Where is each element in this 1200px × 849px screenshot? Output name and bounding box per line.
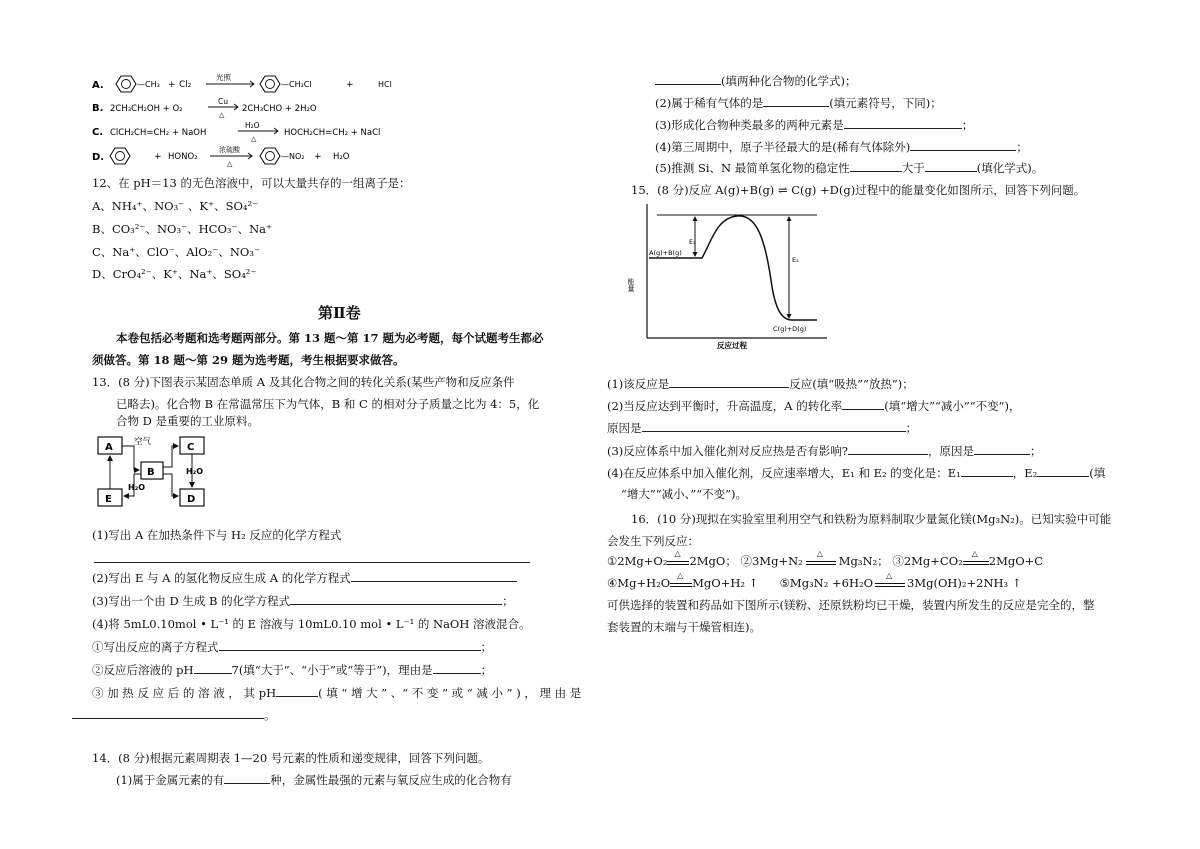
q14-part5-blank1[interactable] — [850, 160, 902, 172]
heat-equals-icon — [667, 549, 689, 565]
benzene-ring-icon — [260, 148, 280, 164]
option-11d — [88, 144, 428, 168]
q14-part5-text2: 大于 — [901, 161, 925, 175]
node-e-label: E — [105, 494, 112, 505]
punct: ； — [1016, 140, 1028, 154]
heat-symbol: △ — [251, 135, 257, 143]
punct: ； — [502, 594, 514, 608]
q12-stem: 12、在 pH＝13 的无色溶液中，可以大量共存的一组离子是： — [92, 176, 411, 190]
product: HCl — [378, 80, 392, 89]
q14-part2-text1: (2)属于稀有气体的是 — [655, 96, 764, 110]
reaction5-left: ⑤Mg₃N₂ +6H₂O — [779, 576, 874, 590]
q13-part4c-cont — [72, 707, 276, 723]
node-a-label: A — [105, 442, 113, 453]
reactants-label: A(g)+B(g) — [649, 249, 682, 257]
node-b-label: B — [147, 467, 155, 478]
q15-part2-text3: 原因是 — [607, 421, 642, 435]
q13-part4c-blank2[interactable] — [72, 707, 264, 719]
heat-symbol: △ — [219, 111, 225, 119]
option-11b — [88, 97, 428, 119]
q15-part1-text1: (1)该反应是 — [607, 377, 670, 391]
q14-part4-text1: (4)第三周期中，原子半径最大的是(稀有气体除外) — [655, 140, 911, 154]
q15-part3-blank2[interactable] — [974, 443, 1030, 455]
q12-option-b: B、CO₃²⁻、NO₃⁻、HCO₃⁻、Na⁺ — [92, 222, 273, 236]
reaction3-right: 2MgO+C — [988, 554, 1044, 568]
q15-part4-options: “增大”“减小、”“不变”)。 — [621, 487, 748, 501]
product: —CH₂Cl — [281, 80, 312, 89]
arrow-a-to-b — [122, 446, 139, 470]
q14-part1-text2: 种，金属性最强的元素与氧反应生成的化合物有 — [270, 773, 512, 787]
q13-part4a-blank[interactable] — [219, 639, 481, 651]
q14-stem: 14．(8 分)根据元素周期表 1—20 号元素的性质和递变规律，回答下列问题。 — [92, 751, 490, 765]
plus-sign: + — [346, 80, 354, 90]
q14-part4-blank[interactable] — [910, 139, 1016, 151]
product: H₂O — [333, 152, 350, 162]
e2-label: E₂ — [792, 256, 799, 264]
products: HOCH₂CH=CH₂ + NaCl — [284, 128, 381, 138]
punct: ； — [480, 663, 493, 677]
q14-part5-text1: (5)推测 Si、N 最简单氢化物的稳定性 — [655, 161, 850, 175]
q13-conversion-diagram — [94, 434, 224, 510]
label-water-1: H₂O — [186, 467, 203, 476]
q16-reactions-row1 — [607, 549, 1044, 569]
q15-part2-blank1[interactable] — [842, 398, 884, 410]
heat-symbol: △ — [886, 571, 893, 580]
methyl-group: —CH₃ — [137, 80, 160, 89]
q15-energy-diagram — [617, 200, 832, 350]
q14-part3-blank[interactable] — [844, 117, 962, 129]
q14-part1-blank[interactable] — [224, 772, 270, 784]
label-water-2: H₂O — [128, 483, 145, 492]
q13-part4a — [92, 639, 492, 655]
energy-curve — [649, 216, 817, 320]
q14-part5-blank2[interactable] — [925, 160, 977, 172]
q16-tail-line1: 可供选择的装置和药品如下图所示(镁粉、还原铁粉均已干燥，装置内所发生的反应是完全的，整 — [607, 598, 1095, 612]
q13-part3 — [92, 593, 514, 609]
q14-part5-text3: (填化学式)。 — [976, 161, 1044, 175]
q14-part3 — [655, 117, 973, 133]
q14-part2 — [655, 95, 942, 111]
reaction-d-svg — [88, 144, 428, 168]
energy-diagram-svg — [617, 200, 832, 350]
option-label: C. — [92, 127, 104, 138]
option-11c — [88, 121, 428, 143]
part2-title: 第Ⅱ卷 — [318, 304, 361, 322]
q13-part4c — [92, 685, 581, 701]
q16-stem-line1: 16．(10 分)现拟在实验室里利用空气和铁粉为原料制取少量氮化镁(Mg₃N₂)。已知实验中可能 — [631, 512, 1112, 526]
heat-symbol: △ — [677, 571, 684, 580]
products: 2CH₃CHO + 2H₂O — [242, 104, 317, 114]
q15-part3-text2: ，原因是 — [927, 444, 974, 458]
benzene-ring-icon — [110, 148, 130, 164]
reagent: Cl₂ — [179, 80, 192, 90]
heat-equals-icon — [875, 571, 905, 587]
reaction1-right: 2MgO； — [689, 554, 737, 568]
q15-part3 — [607, 443, 1041, 459]
punct: ； — [905, 421, 917, 435]
q15-part3-text1: (3)反应体系中加入催化剂对反应热是否有影响? — [607, 444, 848, 458]
q15-part4-text3: (填 — [1089, 466, 1106, 480]
part2-intro-line2: 须做答。第 18 题～第 29 题为选考题，考生根据要求做答。 — [92, 353, 405, 367]
q13-part2-blank[interactable] — [351, 570, 517, 582]
q13-part4: (4)将 5mL0.10mol • L⁻¹ 的 E 溶液与 10mL0.10 mol • L⁻¹ 的 NaOH 溶液混合。 — [92, 617, 531, 631]
q12-option-a: A、NH₄⁺、NO₃⁻ 、K⁺、SO₄²⁻ — [92, 199, 259, 213]
q13-stem-line3: 合物 D 是重要的工业原料。 — [116, 414, 260, 428]
heat-symbol: △ — [971, 549, 978, 558]
arrow-b-to-c — [163, 446, 178, 467]
q16-tail-line2: 套装置的末端与干燥管相连)。 — [607, 620, 761, 634]
plus-sign: + — [154, 152, 162, 162]
q15-part4-blank2[interactable] — [1037, 465, 1089, 477]
conversion-diagram-svg — [94, 434, 224, 510]
heat-symbol: △ — [227, 160, 233, 168]
q13-part4b-text1: ②反应后溶液的 pH — [92, 663, 194, 677]
q16-stem-line2: 会发生下列反应： — [607, 534, 699, 548]
reaction1-left: ①2Mg+O₂ — [607, 554, 668, 568]
reaction-c-svg — [88, 121, 428, 143]
catalyst: 浓硫酸 — [219, 146, 240, 154]
punct: ； — [961, 118, 974, 132]
reaction-b-svg — [88, 97, 428, 119]
heat-equals-icon — [963, 549, 989, 565]
plus-sign: + — [168, 80, 176, 90]
q13-part4b-text2: 7(填“大于”、“小于”或“等于”)，理由是 — [231, 663, 433, 677]
q14-part2-blank[interactable] — [763, 95, 829, 107]
q12-option-d: D、CrO₄²⁻、K⁺、Na⁺、SO₄²⁻ — [92, 267, 257, 281]
products-label: C(g)+D(g) — [773, 325, 807, 333]
punct: ； — [1029, 444, 1042, 458]
q14-part2-text2: (填元素符号，下同)； — [829, 96, 942, 110]
q15-part1 — [607, 376, 914, 392]
q15-part1-blank[interactable] — [669, 376, 789, 388]
benzene-ring-icon — [260, 76, 280, 92]
reaction2-left: ②3Mg+N₂ — [740, 554, 803, 568]
q14-part1-cont — [655, 73, 856, 89]
option-label: B. — [92, 103, 104, 114]
condition: 光照 — [216, 73, 231, 82]
option-label: D. — [92, 152, 105, 163]
plus-sign: + — [314, 152, 322, 162]
reaction5-right: 3Mg(OH)₂+2NH₃ ↑ — [907, 576, 1022, 590]
q14-part4 — [655, 139, 1028, 155]
q15-part4-text1: (4)在反应体系中加入催化剂，反应速率增大，E₁ 和 E₂ 的变化是：E₁ — [607, 466, 961, 480]
part2-intro-line1: 本卷包括必考题和选考题两部分。第 13 题～第 17 题为必考题，每个试题考生都必 — [116, 331, 544, 345]
heat-equals-icon — [670, 571, 692, 587]
option-label: A. — [92, 80, 104, 91]
label-air: 空气 — [134, 437, 152, 447]
q14-part1 — [116, 772, 512, 788]
q13-part4b — [92, 662, 492, 678]
y-axis-label: 能量 — [627, 278, 635, 292]
catalyst: Cu — [218, 97, 228, 106]
q14-part3-text1: (3)形成化合物种类最多的两种元素是 — [655, 118, 844, 132]
q15-part2-text2: (填“增大”“减小”“不变”)， — [884, 399, 1021, 413]
q13-part1-answer-line[interactable] — [94, 562, 530, 563]
q15-part4-blank1[interactable] — [961, 465, 1013, 477]
q13-part2-text: (2)写出 E 与 A 的氢化物反应生成 A 的化学方程式 — [92, 571, 351, 585]
q14-part1-blank2[interactable] — [655, 73, 721, 85]
reaction3-left: ③2Mg+CO₂ — [892, 554, 963, 568]
reactants: 2CH₃CH₂OH + O₂ — [110, 104, 183, 114]
heat-equals-icon — [806, 549, 836, 565]
x-axis-label: 反应过程 — [717, 341, 747, 350]
q15-stem: 15．(8 分)反应 A(g)+B(g) ⇌ C(g) +D(g)过程中的能量变化如图所示，回答下列问题。 — [631, 183, 1086, 197]
node-d-label: D — [187, 494, 196, 505]
heat-symbol: △ — [674, 549, 681, 558]
q13-part3-text: (3)写出一个由 D 生成 B 的化学方程式 — [92, 594, 291, 608]
q15-part2-blank2[interactable] — [642, 420, 906, 432]
q15-part1-text2: 反应(填“吸热”“放热”)； — [789, 377, 914, 391]
q15-part2 — [607, 398, 1021, 414]
q13-part2 — [92, 570, 517, 586]
q14-part1-text3: (填两种化合物的化学式)； — [721, 74, 857, 88]
q15-part2-text1: (2)当反应达到平衡时，升高温度，A 的转化率 — [607, 399, 843, 413]
q13-part4a-text: ①写出反应的离子方程式 — [92, 640, 219, 654]
punct: ； — [480, 640, 492, 654]
q13-stem-line1: 13．(8 分)下图表示某固态单质 A 及其化合物之间的转化关系(某些产物和反应条件 — [92, 375, 515, 389]
q16-reactions-row2 — [607, 571, 1022, 591]
q13-part4b-blank1[interactable] — [194, 662, 232, 674]
reaction2-right: Mg₃N₂； — [838, 554, 889, 568]
q15-part3-blank1[interactable] — [848, 443, 928, 455]
q15-part4 — [607, 465, 1105, 481]
reaction4-right: MgO+H₂ ↑ — [692, 576, 759, 590]
q13-stem-line2: 已略去)。化合物 B 在常温常压下为气体，B 和 C 的相对分子质量之比为 4：5，化 — [116, 397, 540, 411]
q15-part4-text2: ，E₂ — [1012, 466, 1038, 480]
q13-part4c-text2: ( 填 “ 增 大 ” 、“ 不 变 ” 或 “ 减 小 ” ) ， 理 由 是 — [318, 686, 582, 700]
q13-part1: (1)写出 A 在加热条件下与 H₂ 反应的化学方程式 — [92, 528, 342, 542]
reaction4-left: ④Mg+H₂O — [607, 576, 671, 590]
reactants: ClCH₂CH=CH₂ + NaOH — [110, 128, 207, 138]
q14-part5 — [655, 160, 1043, 176]
reaction-a-svg — [88, 72, 428, 96]
e1-label: E₁ — [689, 238, 696, 246]
heat-symbol: △ — [816, 549, 823, 558]
punct: 。 — [264, 708, 276, 722]
node-c-label: C — [187, 442, 195, 453]
q13-part4c-text1: ③ 加 热 反 应 后 的 溶 液 ， 其 pH — [92, 686, 277, 700]
q13-part4c-blank1[interactable] — [276, 685, 318, 697]
q13-part4b-blank2[interactable] — [433, 662, 481, 674]
q12-option-c: C、Na⁺、ClO⁻、AlO₂⁻、NO₃⁻ — [92, 245, 261, 259]
product: —NO₂ — [281, 152, 305, 161]
option-11a — [88, 72, 428, 96]
q15-part2-reason — [607, 420, 917, 436]
benzene-ring-icon — [116, 76, 136, 92]
arrow-b-to-d — [163, 474, 178, 496]
solvent: H₂O — [245, 121, 260, 130]
q13-part3-blank[interactable] — [290, 593, 502, 605]
reagent: HONO₂ — [168, 152, 198, 162]
q14-part1-text1: (1)属于金属元素的有 — [116, 773, 225, 787]
